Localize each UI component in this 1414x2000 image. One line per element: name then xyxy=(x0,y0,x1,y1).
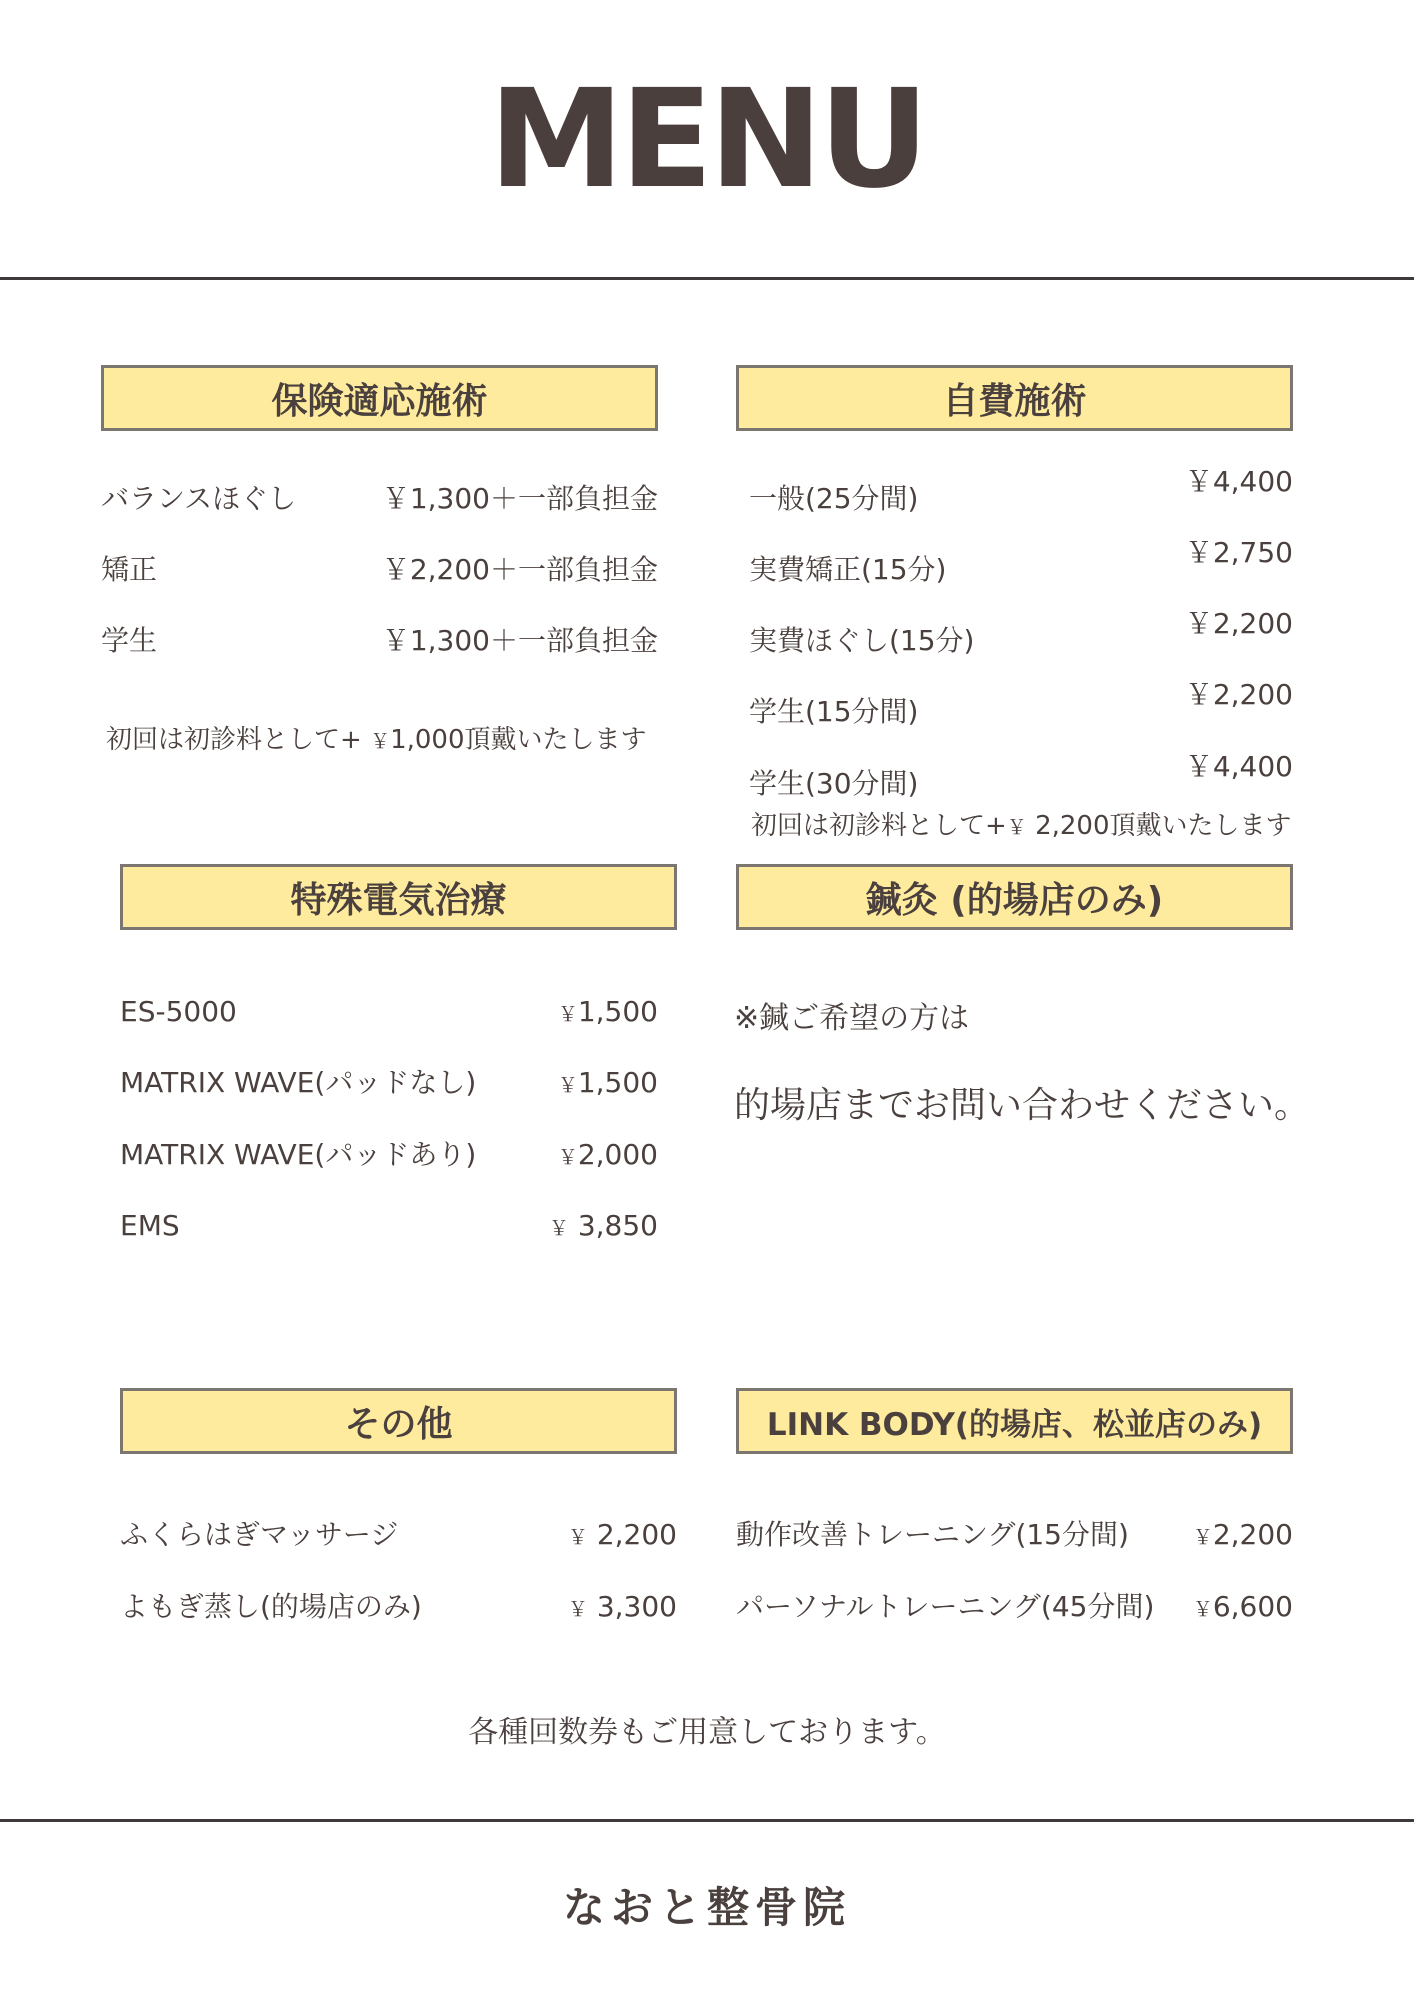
linkbody-item-1-yen: ￥ xyxy=(1192,1525,1213,1549)
insurance-item-3-name: 学生 xyxy=(101,624,158,657)
insurance-note-suffix: 1,000頂戴いたします xyxy=(390,725,647,755)
electric-item-1-name: ES-5000 xyxy=(120,995,237,1028)
other-item-2-name: よもぎ蒸し(的場店のみ) xyxy=(120,1590,422,1623)
self-pay-item-4-name: 学生(15分間) xyxy=(749,695,919,728)
other-item-2-price xyxy=(520,1587,677,1629)
linkbody-item-2-amount: 6,600 xyxy=(1212,1590,1293,1623)
linkbody-item-2-name: パーソナルトレーニング(45分間) xyxy=(736,1590,1155,1623)
top-divider xyxy=(0,277,1414,280)
self-pay-item-3-name: 実費ほぐし(15分) xyxy=(749,624,975,657)
other-item-1-yen: ￥ xyxy=(567,1525,588,1549)
electric-item-3-name: MATRIX WAVE(パッドあり) xyxy=(120,1138,477,1171)
electric-item-3-price xyxy=(500,1135,658,1177)
self-pay-item-5-price: ￥4,400 xyxy=(1184,750,1293,783)
linkbody-item-1-price xyxy=(1140,1515,1293,1557)
linkbody-item-1-amount: 2,200 xyxy=(1212,1518,1293,1551)
electric-item-4-name: EMS xyxy=(120,1209,180,1242)
clinic-name: なおと整骨院 xyxy=(562,1883,851,1932)
electric-item-1-price xyxy=(500,992,658,1034)
self-pay-heading: 自費施術 xyxy=(736,365,1293,431)
electric-item-2-price xyxy=(500,1063,658,1105)
self-pay-item-2-name: 実費矯正(15分) xyxy=(749,553,947,586)
acupuncture-heading: 鍼灸 (的場店のみ) xyxy=(736,864,1293,930)
electric-item-2-name: MATRIX WAVE(パッドなし) xyxy=(120,1066,477,1099)
self-pay-note-prefix: 初回は初診料として+ xyxy=(751,811,1007,841)
other-item-1-name: ふくらはぎマッサージ xyxy=(120,1518,399,1551)
electric-item-1-amount: 1,500 xyxy=(577,995,658,1028)
acupuncture-line-1: ※鍼ご希望の方は xyxy=(734,1001,970,1036)
electric-item-1-yen: ￥ xyxy=(557,1002,578,1026)
insurance-item-2-price: ￥2,200＋一部負担金 xyxy=(381,553,658,586)
self-pay-item-4-price: ￥2,200 xyxy=(1184,678,1293,711)
page-title: MENU xyxy=(488,61,926,219)
linkbody-item-2-yen: ￥ xyxy=(1192,1597,1213,1621)
electric-item-4-amount: 3,850 xyxy=(577,1209,658,1242)
self-pay-note xyxy=(751,808,1292,845)
self-pay-item-2-price: ￥2,750 xyxy=(1184,536,1293,569)
other-item-1-price xyxy=(520,1515,677,1557)
acupuncture-line-2: 的場店までお問い合わせください。 xyxy=(734,1085,1311,1126)
electric-item-3-yen: ￥ xyxy=(557,1145,578,1169)
linkbody-item-2-price xyxy=(1140,1587,1293,1629)
electric-item-2-yen: ￥ xyxy=(557,1073,578,1097)
other-item-2-amount: 3,300 xyxy=(596,1590,677,1623)
electric-item-3-amount: 2,000 xyxy=(577,1138,658,1171)
insurance-item-2-name: 矯正 xyxy=(101,553,158,586)
other-item-1-amount: 2,200 xyxy=(596,1518,677,1551)
insurance-note-prefix: 初回は初診料として+ xyxy=(106,725,362,755)
insurance-item-1-price: ￥1,300＋一部負担金 xyxy=(381,482,658,515)
insurance-item-1-name: バランスほぐし xyxy=(101,482,297,515)
tickets-note: 各種回数券もご用意しております。 xyxy=(468,1715,946,1750)
insurance-note xyxy=(106,722,647,759)
insurance-note-yen: ￥ xyxy=(370,729,391,753)
electric-item-4-yen: ￥ xyxy=(548,1216,569,1240)
electric-heading: 特殊電気治療 xyxy=(120,864,677,930)
other-item-2-yen: ￥ xyxy=(567,1597,588,1621)
electric-item-4-price xyxy=(500,1206,658,1248)
self-pay-note-yen: ￥ xyxy=(1006,815,1027,839)
electric-item-2-amount: 1,500 xyxy=(577,1066,658,1099)
self-pay-item-3-price: ￥2,200 xyxy=(1184,607,1293,640)
linkbody-heading: LINK BODY(的場店、松並店のみ) xyxy=(736,1388,1293,1454)
bottom-divider xyxy=(0,1819,1414,1822)
insurance-heading: 保険適応施術 xyxy=(101,365,658,431)
self-pay-item-1-name: 一般(25分間) xyxy=(749,482,919,515)
self-pay-note-suffix: 2,200頂戴いたします xyxy=(1035,811,1292,841)
self-pay-item-1-price: ￥4,400 xyxy=(1184,465,1293,498)
self-pay-item-5-name: 学生(30分間) xyxy=(749,767,919,800)
linkbody-item-1-name: 動作改善トレーニング(15分間) xyxy=(736,1518,1129,1551)
other-heading: その他 xyxy=(120,1388,677,1454)
insurance-item-3-price: ￥1,300＋一部負担金 xyxy=(381,624,658,657)
